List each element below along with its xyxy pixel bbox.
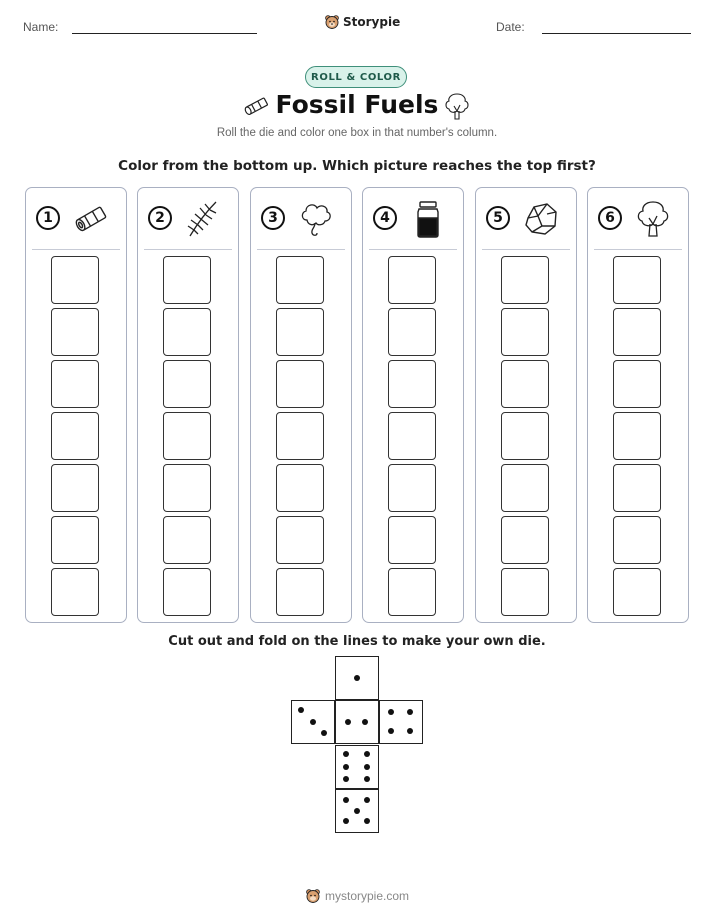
color-box[interactable] <box>613 308 661 356</box>
color-box[interactable] <box>276 308 324 356</box>
die-pip <box>310 719 316 725</box>
oil-jar-icon <box>407 198 449 240</box>
color-box[interactable] <box>276 568 324 616</box>
column-number: 5 <box>486 206 510 230</box>
color-box[interactable] <box>501 412 549 460</box>
brand-name: Storypie <box>343 15 401 29</box>
column-number: 3 <box>261 206 285 230</box>
color-box[interactable] <box>51 464 99 512</box>
column-number: 2 <box>148 206 172 230</box>
die-pip <box>321 730 327 736</box>
date-line[interactable] <box>542 33 691 34</box>
die-face-6 <box>335 745 379 789</box>
bear-logo-icon <box>324 14 340 30</box>
color-box[interactable] <box>501 464 549 512</box>
color-box[interactable] <box>613 568 661 616</box>
color-box[interactable] <box>276 464 324 512</box>
die-pip <box>343 764 349 770</box>
column-5 <box>475 187 577 623</box>
die-face-2 <box>335 700 379 744</box>
die-face-4 <box>379 700 423 744</box>
die-pip <box>388 728 394 734</box>
die-pip <box>407 709 413 715</box>
column-divider <box>144 249 232 250</box>
die-pip <box>354 675 360 681</box>
color-box[interactable] <box>501 568 549 616</box>
color-box[interactable] <box>388 308 436 356</box>
column-1 <box>25 187 127 623</box>
page-title: Fossil Fuels <box>275 90 439 119</box>
date-label: Date: <box>496 20 525 34</box>
color-box[interactable] <box>51 360 99 408</box>
color-box[interactable] <box>613 256 661 304</box>
column-3 <box>250 187 352 623</box>
footer <box>0 888 714 904</box>
color-box[interactable] <box>163 412 211 460</box>
color-box[interactable] <box>388 516 436 564</box>
fern-fossil-icon <box>182 198 224 240</box>
color-box[interactable] <box>276 516 324 564</box>
natural-gas-cloud-icon <box>295 198 337 240</box>
die-pip <box>388 709 394 715</box>
coal-lump-icon <box>520 198 562 240</box>
name-label: Name: <box>23 20 59 34</box>
die-pip <box>364 818 370 824</box>
page-subtitle: Roll the die and color one box in that number's column. <box>216 127 498 139</box>
die-pip <box>343 797 349 803</box>
color-box[interactable] <box>388 568 436 616</box>
roll-color-badge: ROLL & COLOR <box>305 66 407 88</box>
color-box[interactable] <box>51 568 99 616</box>
brand-logo <box>324 14 400 30</box>
die-face-3 <box>291 700 335 744</box>
color-box[interactable] <box>276 360 324 408</box>
die-instruction: Cut out and fold on the lines to make your own die. <box>168 634 546 649</box>
color-box[interactable] <box>501 256 549 304</box>
column-divider <box>32 249 120 250</box>
column-divider <box>594 249 682 250</box>
column-number: 4 <box>373 206 397 230</box>
color-box[interactable] <box>163 308 211 356</box>
color-box[interactable] <box>388 256 436 304</box>
column-2 <box>137 187 239 623</box>
column-divider <box>482 249 570 250</box>
column-number: 1 <box>36 206 60 230</box>
color-box[interactable] <box>163 360 211 408</box>
name-line[interactable] <box>72 33 257 34</box>
instruction-text: Color from the bottom up. Which picture reaches the top first? <box>118 158 596 174</box>
die-pip <box>343 751 349 757</box>
color-box[interactable] <box>388 412 436 460</box>
color-box[interactable] <box>51 256 99 304</box>
title-tree-icon <box>441 90 473 122</box>
column-divider <box>369 249 457 250</box>
color-box[interactable] <box>51 412 99 460</box>
color-box[interactable] <box>276 412 324 460</box>
die-pip <box>343 818 349 824</box>
color-box[interactable] <box>276 256 324 304</box>
die-pip <box>354 808 360 814</box>
die-pip <box>364 776 370 782</box>
footer-bear-icon <box>305 888 321 904</box>
die-pip <box>362 719 368 725</box>
color-box[interactable] <box>613 412 661 460</box>
column-divider <box>257 249 345 250</box>
color-box[interactable] <box>501 308 549 356</box>
column-4 <box>362 187 464 623</box>
die-pip <box>345 719 351 725</box>
die-pip <box>343 776 349 782</box>
die-pip <box>407 728 413 734</box>
column-6 <box>587 187 689 623</box>
color-box[interactable] <box>613 360 661 408</box>
column-number: 6 <box>598 206 622 230</box>
die-pip <box>364 751 370 757</box>
color-box[interactable] <box>51 308 99 356</box>
pipe-icon <box>70 198 112 240</box>
color-box[interactable] <box>388 360 436 408</box>
color-box[interactable] <box>163 256 211 304</box>
tree-icon <box>632 198 674 240</box>
color-box[interactable] <box>163 464 211 512</box>
color-box[interactable] <box>388 464 436 512</box>
footer-url[interactable]: mystorypie.com <box>324 889 410 903</box>
color-box[interactable] <box>163 516 211 564</box>
die-face-1 <box>335 656 379 700</box>
die-pip <box>364 764 370 770</box>
color-box[interactable] <box>51 516 99 564</box>
color-box[interactable] <box>501 516 549 564</box>
die-face-5 <box>335 789 379 833</box>
color-box[interactable] <box>613 464 661 512</box>
color-box[interactable] <box>613 516 661 564</box>
die-pip <box>364 797 370 803</box>
color-box[interactable] <box>501 360 549 408</box>
die-pip <box>298 707 304 713</box>
color-box[interactable] <box>163 568 211 616</box>
